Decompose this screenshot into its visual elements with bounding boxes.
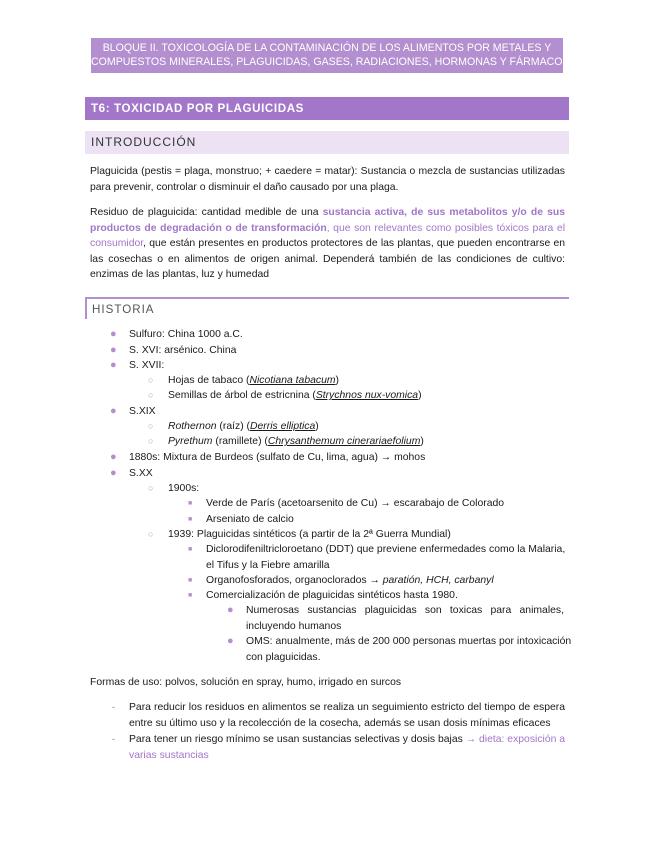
dash-bullet-icon: - bbox=[112, 734, 115, 744]
plaguicida-definition bbox=[90, 164, 565, 195]
list-item-comercializacion: Comercialización de plaguicidas sintéticos hasta 1980. bbox=[206, 590, 458, 601]
scientific-name: Strychnos nux-vomica bbox=[315, 390, 419, 401]
reducir-line-2: entre su último uso y la recolección de la cosecha, además se usan dosis mínimas eficaces bbox=[129, 717, 551, 729]
bullet-icon: ● bbox=[110, 328, 117, 340]
bullet-icon: ● bbox=[227, 635, 234, 647]
block-header-banner bbox=[91, 38, 570, 73]
residuo-line-1: Residuo de plaguicida: cantidad medible de una sustancia activa, de sus metabolitos y/o de sus bbox=[90, 207, 565, 218]
formas-de-uso: Formas de uso: polvos, solución en spray, humo, irrigado en surcos bbox=[90, 677, 402, 688]
riesgo-line-2: varias sustancias bbox=[129, 749, 209, 761]
list-item-pyrethum: Pyrethum (ramillete) (Chrysanthemum cinerariaefolium) bbox=[168, 436, 424, 447]
bullet-icon: ● bbox=[110, 359, 117, 371]
scientific-name: Chrysanthemum cinerariaefolium bbox=[267, 436, 421, 447]
square-bullet-icon: ■ bbox=[188, 500, 193, 507]
residuo-line-3: consumidor, que están presentes en productos protectores de las plantas, que pueden encontrarse en bbox=[90, 238, 565, 249]
numerosas-line-1: Numerosas sustancias plaguicidas son toxicas para animales, bbox=[246, 605, 564, 616]
block-header-line-1: BLOQUE II. TOXICOLOGÍA DE LA CONTAMINACIÓN DE LOS ALIMENTOS POR METALES Y bbox=[102, 42, 552, 54]
definition-line-1: Plaguicida (pestis = plaga, monstruo; + caedere = matar): Sustancia o mezcla de sustancias utilizadas bbox=[90, 166, 565, 177]
square-bullet-icon: ■ bbox=[188, 577, 193, 584]
list-item-rothernon: Rothernon (raíz) (Derris elliptica) bbox=[168, 421, 319, 432]
circle-bullet-icon: ○ bbox=[148, 375, 154, 385]
list-item-sulfuro: Sulfuro: China 1000 a.C. bbox=[129, 329, 243, 340]
circle-bullet-icon: ○ bbox=[148, 436, 154, 446]
historia-heading: HISTORIA bbox=[92, 303, 155, 316]
highlight-productos: productos de degradación o de transformación bbox=[90, 222, 327, 234]
circle-bullet-icon: ○ bbox=[148, 529, 154, 539]
numerosas-line-2: incluyendo humanos bbox=[246, 620, 342, 632]
bullet-icon: ● bbox=[110, 405, 117, 417]
circle-bullet-icon: ○ bbox=[148, 421, 154, 431]
list-item-s17: S. XVII: bbox=[129, 360, 165, 371]
section-title: T6: TOXICIDAD POR PLAGUICIDAS bbox=[85, 97, 569, 120]
list-item-verde-paris: Verde de París (acetoarsenito de Cu) → escarabajo de Colorado bbox=[206, 498, 505, 509]
oms-line-2: con plaguicidas. bbox=[246, 651, 321, 663]
circle-bullet-icon: ○ bbox=[148, 483, 154, 493]
highlight-dieta: → dieta: exposición a bbox=[465, 734, 566, 745]
highlight-consumidor: consumidor bbox=[90, 238, 144, 249]
historia-heading-box bbox=[85, 297, 569, 319]
list-item-organo: Organofosforados, organoclorados → paratión, HCH, carbanyl bbox=[206, 575, 494, 586]
bullet-icon: ● bbox=[110, 467, 117, 479]
bullet-icon: ● bbox=[227, 604, 234, 616]
residuo-definition bbox=[90, 205, 565, 283]
list-item-riesgo-minimo bbox=[129, 732, 565, 763]
definition-line-2: para prevenir, controlar o disminuir el daño causado por una plaga. bbox=[90, 181, 399, 193]
list-item-oms bbox=[246, 634, 572, 665]
oms-line-1: OMS: anualmente, más de 200 000 personas muertas por intoxicación bbox=[246, 636, 572, 647]
bullet-icon: ● bbox=[110, 451, 117, 463]
list-item-s19: S.XIX bbox=[129, 406, 156, 417]
list-item-numerosas bbox=[246, 603, 564, 634]
ddt-line-1: Diclorodifeniltricloroetano (DDT) que previene enfermedades como la Malaria, bbox=[206, 544, 566, 555]
block-header-line-2: COMPUESTOS MINERALES, PLAGUICIDAS, GASES, RADIACIONES, HORMONAS Y FÁRMACOS bbox=[91, 56, 570, 68]
ddt-line-2: el Tifus y la Fiebre amarilla bbox=[206, 559, 330, 571]
dash-bullet-icon: - bbox=[112, 702, 115, 712]
riesgo-line-1: Para tener un riesgo mínimo se usan sustancias selectivas y dosis bajas → dieta: exposición a bbox=[129, 734, 566, 745]
residuo-line-5: enzimas de las plantas, luz y humedad bbox=[90, 269, 270, 280]
list-item-s16: S. XVI: arsénico. China bbox=[129, 345, 237, 356]
scientific-name: Derris elliptica bbox=[250, 421, 316, 432]
square-bullet-icon: ■ bbox=[188, 592, 193, 599]
list-item-ddt bbox=[206, 542, 565, 573]
square-bullet-icon: ■ bbox=[188, 546, 193, 553]
bullet-icon: ● bbox=[110, 344, 117, 356]
highlight-sustancia-activa: sustancia activa, de sus metabolitos y/o de sus bbox=[322, 207, 565, 218]
list-item-estricnina: Semillas de árbol de estricnina (Strychnos nux-vomica) bbox=[168, 390, 422, 401]
list-item-arseniato: Arseniato de calcio bbox=[206, 514, 294, 525]
list-item-tabaco: Hojas de tabaco (Nicotiana tabacum) bbox=[168, 375, 339, 386]
list-item-s20: S.XX bbox=[129, 468, 153, 479]
residuo-line-2: productos de degradación o de transformación, que son relevantes como posibles tóxicos para el bbox=[90, 222, 565, 234]
intro-heading: INTRODUCCIÓN bbox=[85, 131, 569, 154]
list-item-burdeos: 1880s: Mixtura de Burdeos (sulfato de Cu, lima, agua) → mohos bbox=[129, 452, 426, 463]
list-item-1900s: 1900s: bbox=[168, 483, 200, 494]
circle-bullet-icon: ○ bbox=[148, 390, 154, 400]
reducir-line-1: Para reducir los residuos en alimentos se realiza un seguimiento estricto del tiempo de espera bbox=[129, 702, 565, 713]
residuo-line-4: las cosechas o en alimentos de origen animal. Dependerá también de las condiciones de cultivo: bbox=[90, 253, 565, 265]
square-bullet-icon: ■ bbox=[188, 516, 193, 523]
list-item-reducir-residuos bbox=[129, 700, 565, 731]
list-item-1939: 1939: Plaguicidas sintéticos (a partir de la 2ª Guerra Mundial) bbox=[168, 529, 451, 540]
scientific-name: Nicotiana tabacum bbox=[249, 375, 336, 386]
